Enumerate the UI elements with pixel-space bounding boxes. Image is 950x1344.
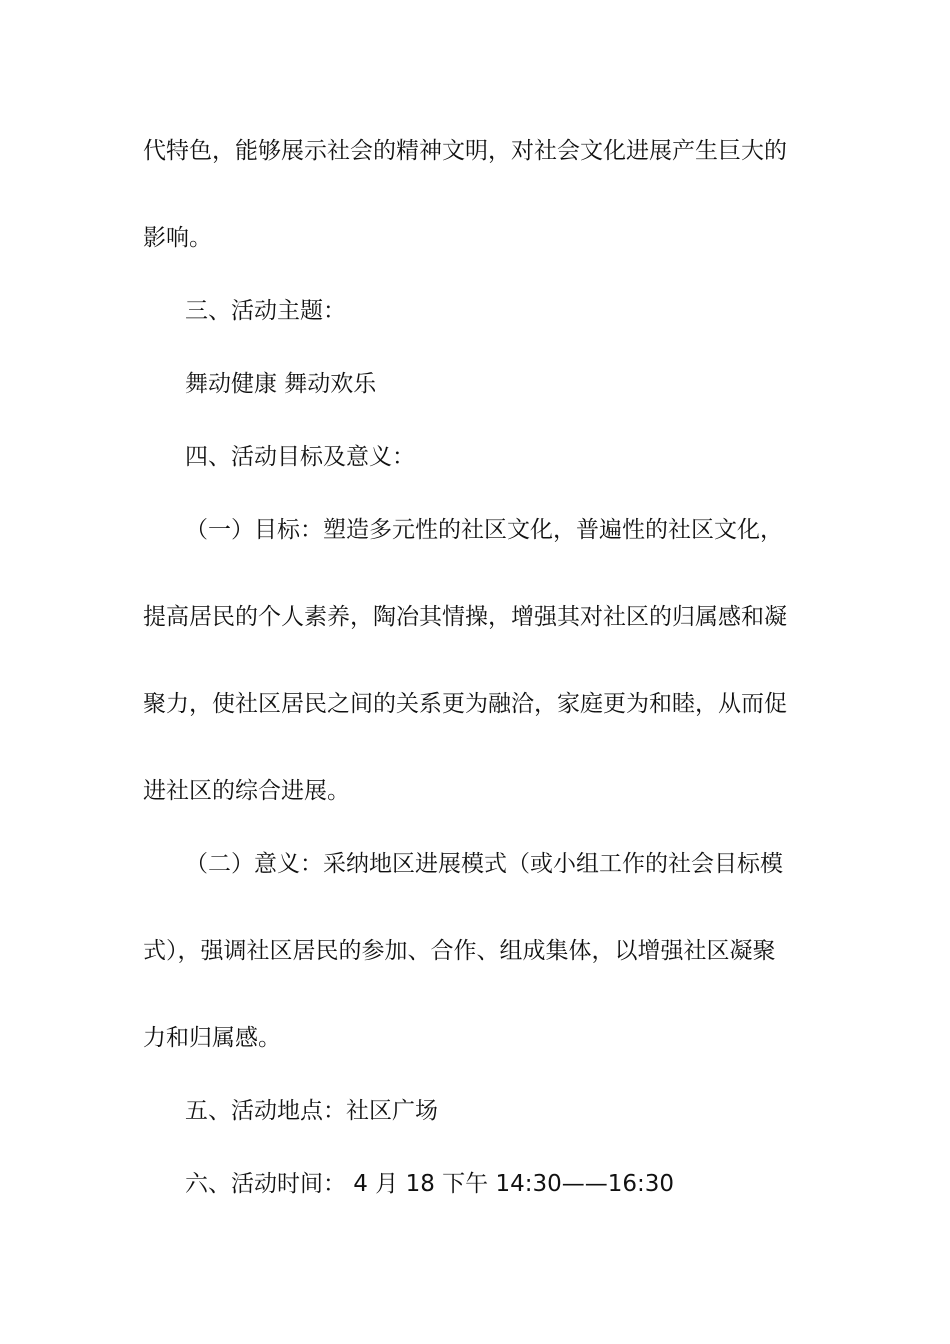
paragraph-line: 式），强调社区居民的参加、合作、组成集体，以增强社区凝聚 — [143, 938, 776, 964]
paragraph-line: （二）意义：采纳地区进展模式（或小组工作的社会目标模 — [185, 851, 783, 877]
section-heading-theme: 三、活动主题： — [185, 298, 346, 324]
paragraph-line: 提高居民的个人素养，陶冶其情操，增强其对社区的归属感和凝 — [143, 604, 787, 630]
paragraph-line: 力和归属感。 — [143, 1025, 281, 1051]
paragraph-line: 影响。 — [143, 225, 212, 251]
section-heading-goals: 四、活动目标及意义： — [185, 444, 415, 470]
section-heading-time: 六、活动时间： 4 月 18 下午 14:30——16:30 — [185, 1171, 675, 1197]
theme-text: 舞动健康 舞动欢乐 — [185, 371, 377, 397]
section-heading-location: 五、活动地点：社区广场 — [185, 1098, 438, 1124]
paragraph-line: 代特色，能够展示社会的精神文明，对社会文化进展产生巨大的 — [143, 138, 787, 164]
paragraph-line: （一）目标：塑造多元性的社区文化，普遍性的社区文化， — [185, 517, 783, 543]
paragraph-line: 聚力，使社区居民之间的关系更为融洽，家庭更为和睦，从而促 — [143, 691, 787, 717]
paragraph-line: 进社区的综合进展。 — [143, 778, 350, 804]
